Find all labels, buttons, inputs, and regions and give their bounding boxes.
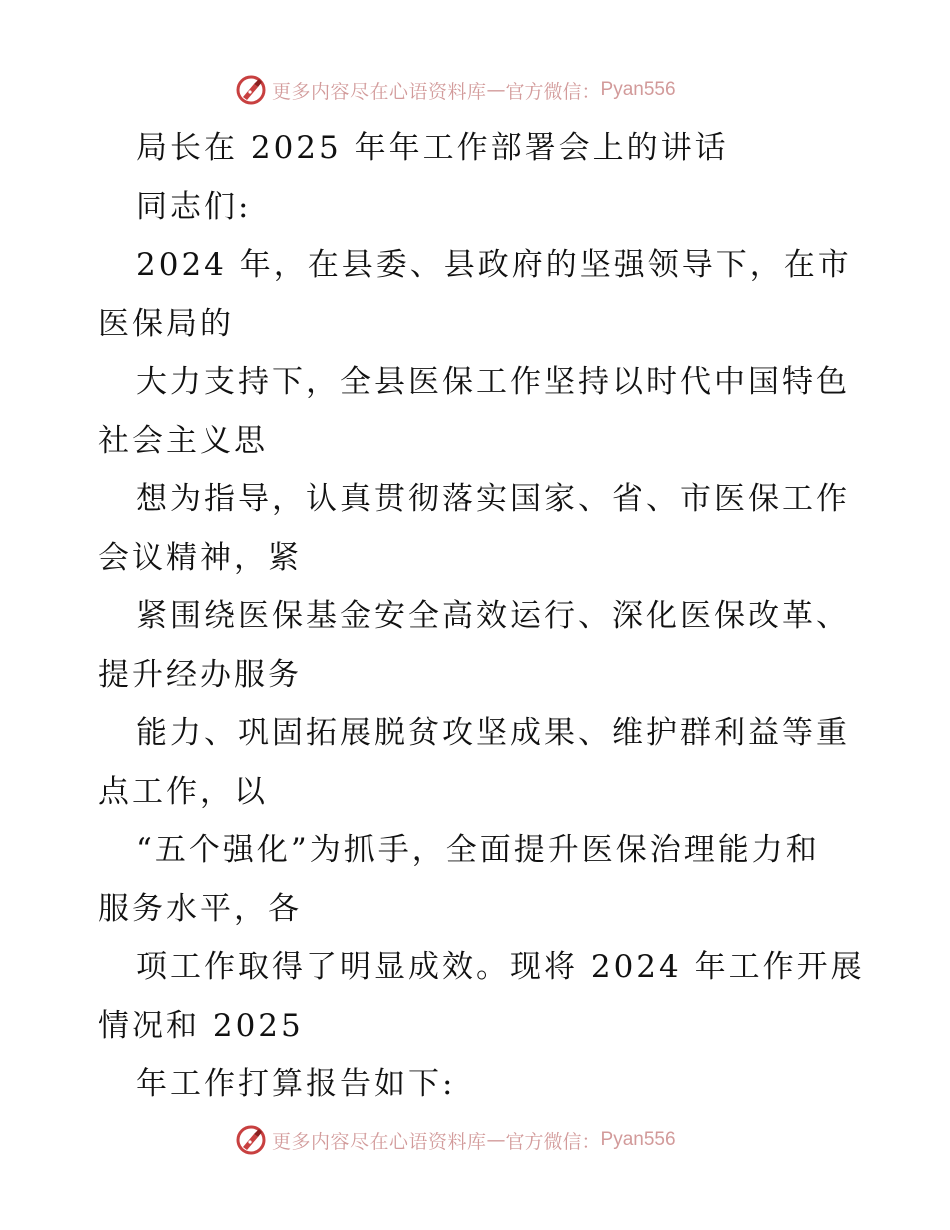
text-line: 项工作取得了明显成效。现将 2024 年工作开展 bbox=[136, 949, 865, 985]
text-line: 想为指导，认真贯彻落实国家、省、市医保工作 bbox=[136, 481, 850, 517]
watermark-contact-id: Pyan556 bbox=[600, 1129, 676, 1150]
header-watermark bbox=[234, 73, 676, 107]
text-line: 医保局的 bbox=[98, 305, 234, 342]
text-line: 2024 年，在县委、县政府的坚强领导下，在市 bbox=[136, 247, 852, 283]
text-line: 同志们: bbox=[136, 188, 252, 225]
pen-nib-logo-icon bbox=[234, 73, 268, 107]
watermark-contact-label: 官方微信： bbox=[505, 1130, 601, 1153]
text-line: 点工作，以 bbox=[98, 773, 268, 810]
watermark-dash: — bbox=[486, 1129, 506, 1151]
text-line: 紧围绕医保基金安全高效运行、深化医保改革、 bbox=[136, 598, 850, 634]
text-line: 大力支持下，全县医保工作坚持以时代中国特色 bbox=[136, 364, 850, 400]
watermark-dash: — bbox=[486, 79, 506, 101]
text-line: 提升经办服务 bbox=[98, 656, 302, 693]
watermark-contact-label: 官方微信： bbox=[505, 80, 601, 103]
text-line: 社会主义思 bbox=[98, 422, 268, 459]
text-line: 能力、巩固拓展脱贫攻坚成果、维护群利益等重 bbox=[136, 715, 850, 751]
pen-nib-logo-icon bbox=[234, 1123, 268, 1157]
text-line: 局长在 2025 年年工作部署会上的讲话 bbox=[136, 130, 729, 166]
watermark-contact-id: Pyan556 bbox=[600, 79, 676, 100]
footer-watermark bbox=[234, 1123, 676, 1157]
text-line: 服务水平，各 bbox=[98, 890, 302, 927]
watermark-text: 更多内容尽在心语资料库 bbox=[272, 80, 487, 103]
text-line: 年工作打算报告如下: bbox=[136, 1066, 456, 1102]
text-line: 会议精神，紧 bbox=[98, 539, 302, 576]
watermark-text: 更多内容尽在心语资料库 bbox=[272, 1130, 487, 1153]
text-line: 情况和 2025 bbox=[98, 1007, 304, 1044]
text-line: “五个强化”为抓手，全面提升医保治理能力和 bbox=[136, 832, 820, 868]
document-body bbox=[98, 119, 865, 1114]
